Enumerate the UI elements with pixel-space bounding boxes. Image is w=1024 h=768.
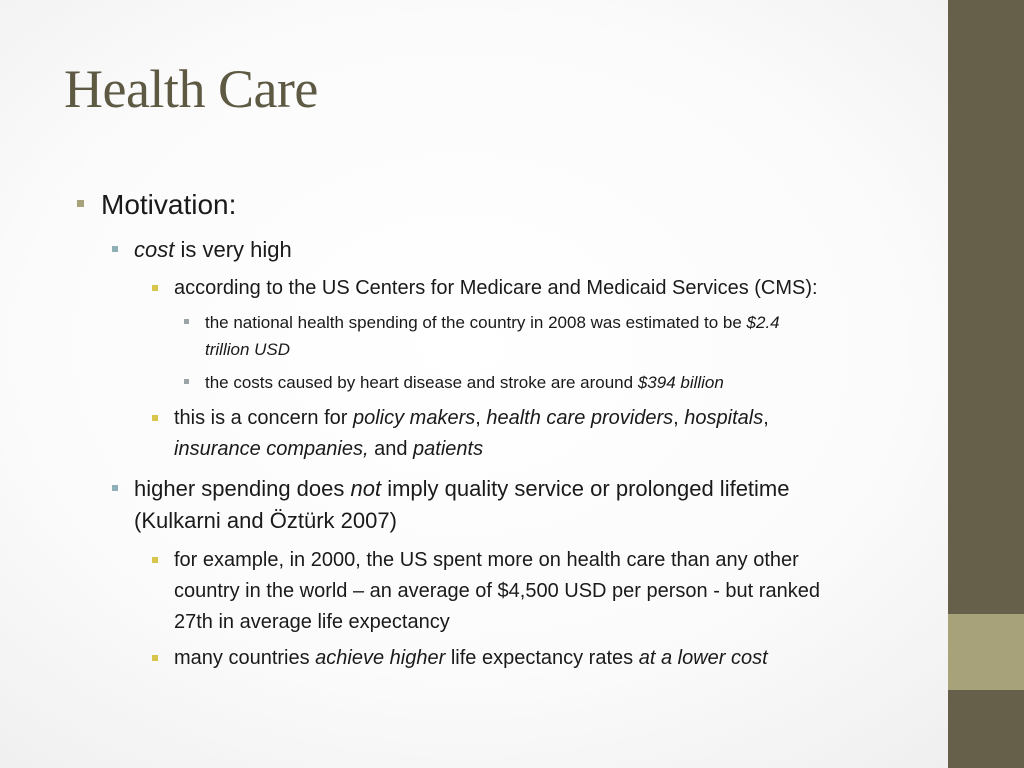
higher-pre: higher spending does: [134, 476, 351, 501]
bullet-square: [152, 557, 158, 563]
bullet-square: [112, 246, 118, 252]
concern-em5: patients: [413, 438, 484, 460]
many-em1: achieve higher: [315, 647, 446, 669]
spend-em2: trillion USD: [205, 340, 291, 359]
concern-pre: this is a concern for: [174, 407, 353, 429]
slide-title: Health Care: [64, 59, 318, 119]
concern-em1: policy makers: [352, 407, 476, 429]
bullet-square: [112, 485, 118, 491]
bullet-example: [174, 545, 944, 638]
concern-em4: insurance companies,: [174, 438, 369, 460]
bullet-heart-disease: [205, 369, 724, 396]
bullet-square: [152, 285, 158, 291]
bullet-cms: [174, 273, 818, 304]
concern-sep3: ,: [763, 407, 769, 429]
bullet-square: [184, 319, 189, 324]
higher-line2: (Kulkarni and Öztürk 2007): [134, 508, 397, 533]
bullet-national-spending: [205, 309, 930, 363]
bullet-many-countries: [174, 643, 768, 674]
concern-em2: health care providers: [486, 407, 674, 429]
many-em2: at a lower cost: [638, 647, 768, 669]
many-pre: many countries: [174, 647, 316, 669]
bullet-square: [184, 379, 189, 384]
concern-em3: hospitals: [684, 407, 764, 429]
concern-sep2: ,: [673, 407, 685, 429]
higher-em: not: [350, 476, 382, 501]
heart-em: $394 billion: [637, 373, 724, 392]
example-line2: country in the world – an average of $4,500 USD per person - but ranked: [174, 580, 820, 602]
decorative-sidebar-accent: [948, 614, 1024, 690]
spend-pre: the national health spending of the country in 2008 was estimated to be: [205, 313, 747, 332]
bullet-concern: [174, 403, 914, 465]
cms-text: according to the US Centers for Medicare and Medicaid Services (CMS):: [174, 277, 818, 299]
bullet-square: [77, 200, 84, 207]
bullet-higher-spending: [134, 473, 934, 537]
example-line1: for example, in 2000, the US spent more on health care than any other: [174, 549, 799, 571]
heart-pre: the costs caused by heart disease and stroke are around: [205, 373, 638, 392]
bullet-cost: [134, 234, 292, 266]
bullet-square: [152, 655, 158, 661]
concern-sep1: ,: [475, 407, 487, 429]
bullet-square: [152, 415, 158, 421]
many-mid: life expectancy rates: [445, 647, 639, 669]
motivation-text: Motivation:: [101, 189, 237, 220]
spend-em1: $2.4: [746, 313, 780, 332]
bullet-motivation: [101, 188, 236, 222]
higher-post: imply quality service or prolonged lifetime: [381, 476, 790, 501]
example-line3: 27th in average life expectancy: [174, 611, 450, 633]
concern-and: and: [368, 438, 414, 460]
cost-rest: is very high: [174, 237, 292, 262]
cost-em: cost: [134, 237, 175, 262]
